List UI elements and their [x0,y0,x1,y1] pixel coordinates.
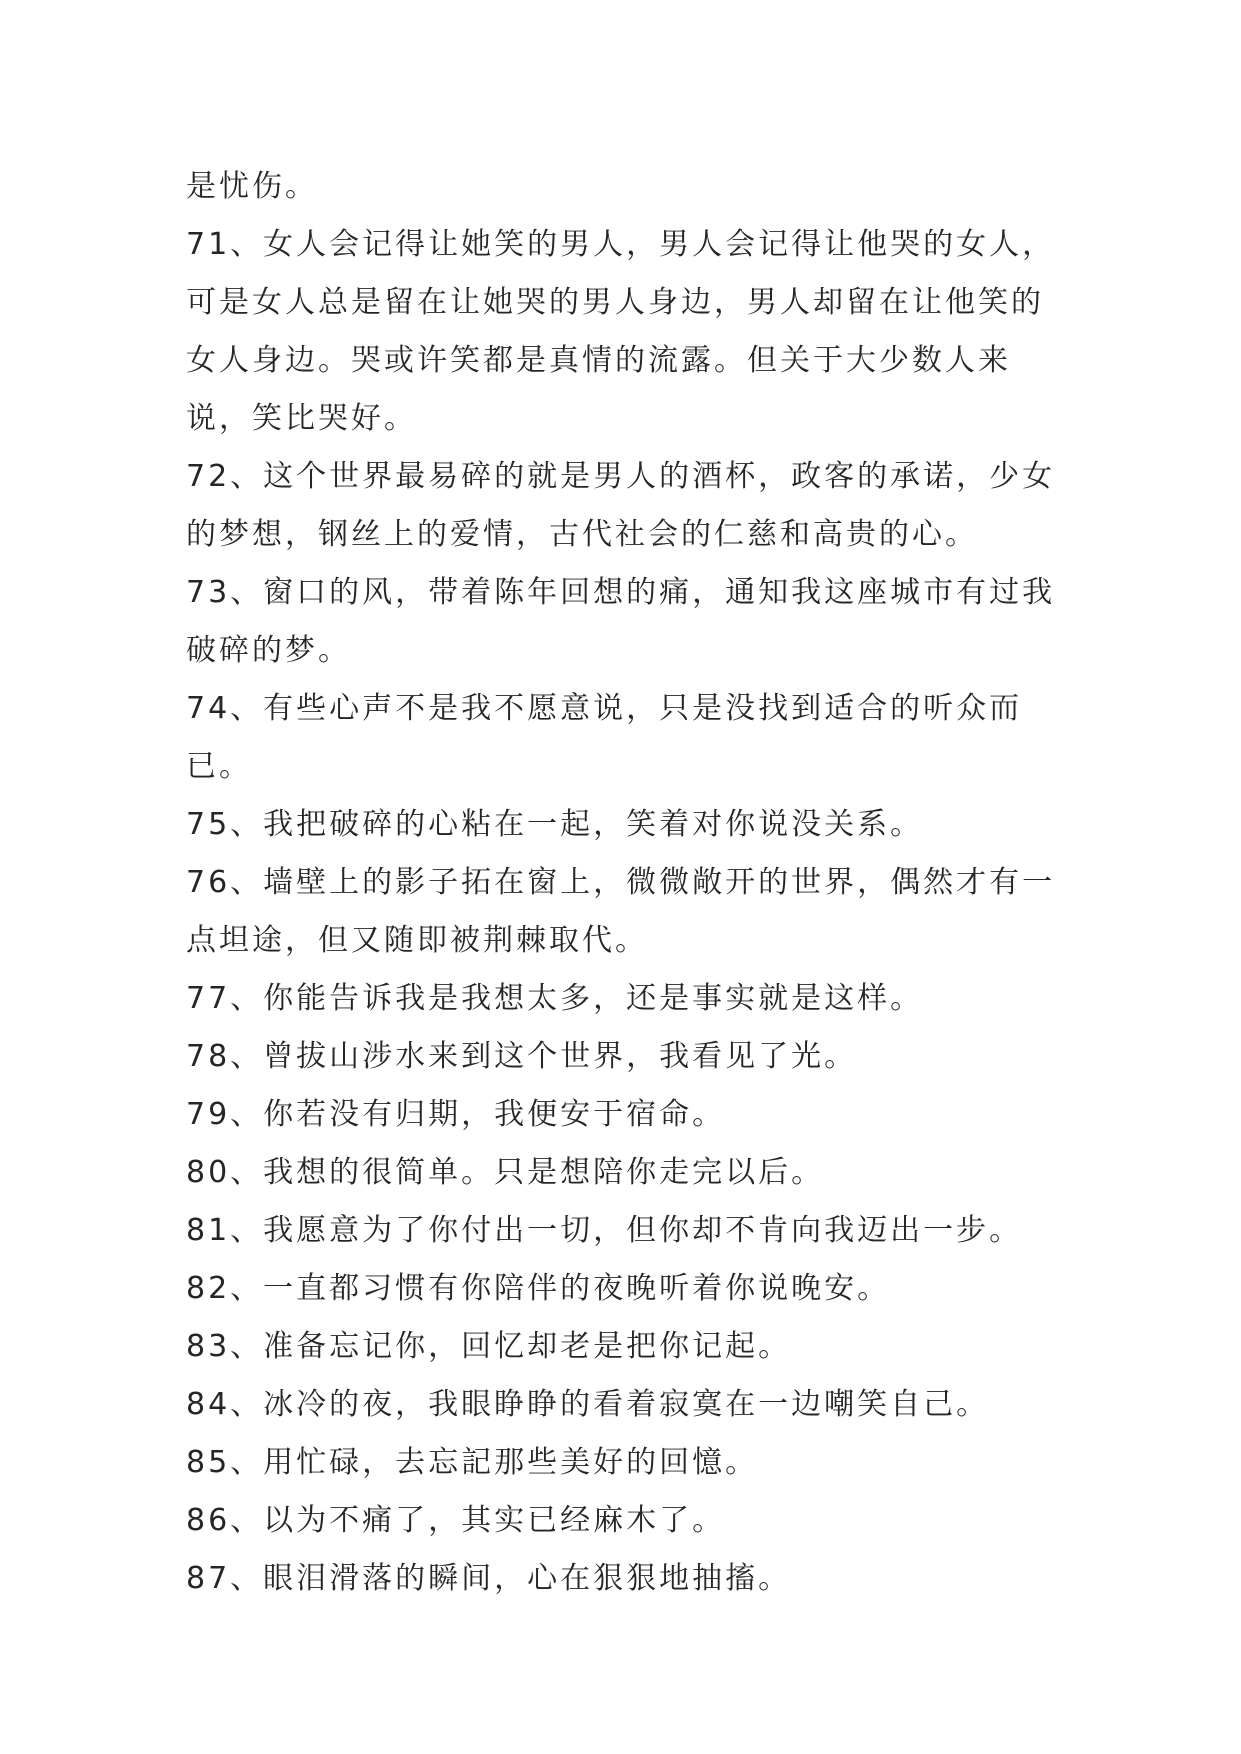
paragraph-87: 87、眼泪滑落的瞬间，心在狠狠地抽搐。 [186,1561,792,1596]
paragraph-83: 83、准备忘记你，回忆却老是把你记起。 [186,1329,792,1364]
paragraph-85: 85、用忙碌，去忘記那些美好的回憶。 [186,1445,759,1480]
paragraph-81: 81、我愿意为了你付出一切，但你却不肯向我迈出一步。 [186,1213,1023,1248]
paragraph-82: 82、一直都习惯有你陪伴的夜晚听着你说晚安。 [186,1271,891,1306]
document-body [186,158,1066,1608]
paragraph-continuation: 是忧伤。 [186,169,318,204]
paragraph-80: 80、我想的很简单。只是想陪你走完以后。 [186,1155,825,1190]
paragraph-79: 79、你若没有归期，我便安于宿命。 [186,1097,726,1132]
paragraph-72: 72、这个世界最易碎的就是男人的酒杯，政客的承诺，少女的梦想，钢丝上的爱情，古代社会的仁慈和高贵的心。 [186,459,1056,552]
paragraph-84: 84、冰冷的夜，我眼睁睁的看着寂寞在一边嘲笑自己。 [186,1387,990,1422]
paragraph-78: 78、曾拔山涉水来到这个世界，我看见了光。 [186,1039,858,1074]
paragraph-77: 77、你能告诉我是我想太多，还是事实就是这样。 [186,981,924,1016]
paragraph-74: 74、有些心声不是我不愿意说，只是没找到适合的听众而已。 [186,691,1023,784]
paragraph-86: 86、以为不痛了，其实已经麻木了。 [186,1503,726,1538]
paragraph-76: 76、墙壁上的影子拓在窗上，微微敞开的世界，偶然才有一点坦途，但又随即被荆棘取代。 [186,865,1056,958]
paragraph-71: 71、女人会记得让她笑的男人，男人会记得让他哭的女人，可是女人总是留在让她哭的男人身边，男人却留在让他笑的女人身边。哭或许笑都是真情的流露。但关于大少数人来说，笑比哭好。 [186,227,1056,436]
paragraph-73: 73、窗口的风，带着陈年回想的痛，通知我这座城市有过我破碎的梦。 [186,575,1056,668]
paragraph-75: 75、我把破碎的心粘在一起，笑着对你说没关系。 [186,807,924,842]
